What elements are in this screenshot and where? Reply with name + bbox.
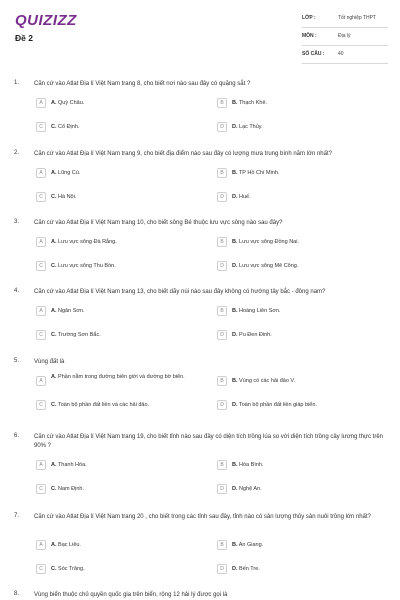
option-label <box>232 462 264 468</box>
option-letter-box[interactable]: A <box>36 237 46 247</box>
answer-option-a[interactable] <box>36 374 201 390</box>
option-prefix: C. <box>51 194 57 200</box>
option-text: Nghệ An. <box>239 486 262 492</box>
option-text: Lũng Cú. <box>58 170 81 176</box>
option-text: Lưu vực sông Thu Bồn. <box>58 263 116 269</box>
answer-option-a[interactable] <box>36 96 201 112</box>
option-label <box>232 486 262 492</box>
option-letter-box[interactable]: A <box>36 306 46 316</box>
question-number: 6. <box>14 433 20 439</box>
option-letter-box[interactable]: A <box>36 460 46 470</box>
question-text: Căn cứ vào Atlat Địa lí Việt Nam trang 8, cho biết nơi nào sau đây có quặng sắt ? <box>34 81 251 87</box>
option-letter-box[interactable]: D <box>217 192 227 202</box>
option-label <box>232 542 263 548</box>
option-text: Nam Định. <box>58 486 85 492</box>
option-prefix: C. <box>51 332 57 338</box>
option-prefix: A. <box>51 462 57 468</box>
option-text: Phần nằm trong đường biên giới và đường bờ biển. <box>58 374 185 380</box>
option-letter-box[interactable]: B <box>217 540 227 550</box>
option-label <box>51 170 80 176</box>
option-prefix: B. <box>232 378 238 384</box>
option-text: TP Hồ Chí Minh. <box>238 170 280 176</box>
option-letter-box[interactable]: B <box>217 237 227 247</box>
option-prefix: A. <box>51 308 57 314</box>
option-text: Lưu vực sông Mê Công. <box>239 263 299 269</box>
option-letter-box[interactable]: D <box>217 400 227 410</box>
question-text: Vùng đất là <box>34 359 65 365</box>
answer-option-c[interactable] <box>36 190 201 206</box>
answer-option-c[interactable] <box>36 482 201 498</box>
option-label <box>51 263 116 269</box>
option-prefix: A. <box>51 542 57 548</box>
option-label <box>232 124 263 130</box>
option-label <box>51 332 101 338</box>
meta-key: MÔN : <box>302 33 317 39</box>
document-title: Đề 2 <box>15 33 33 43</box>
answer-option-d[interactable] <box>217 190 382 206</box>
answer-option-b[interactable] <box>217 235 382 251</box>
meta-value: Địa lý <box>338 33 351 39</box>
option-text: Bến Tre. <box>239 566 260 572</box>
option-prefix: D. <box>232 566 238 572</box>
answer-option-a[interactable] <box>36 235 201 251</box>
meta-row-class <box>302 10 388 28</box>
answer-option-d[interactable] <box>217 482 382 498</box>
answer-option-d[interactable] <box>217 328 382 344</box>
option-prefix: B. <box>232 170 238 176</box>
answer-option-b[interactable] <box>217 374 382 390</box>
option-letter-box[interactable]: C <box>36 192 46 202</box>
option-label <box>232 402 317 408</box>
answer-option-b[interactable] <box>217 458 382 474</box>
option-label <box>232 308 281 314</box>
option-text: Vùng có các hải đảo V. <box>239 378 296 384</box>
option-label <box>51 402 149 408</box>
option-label <box>51 239 117 245</box>
meta-value: Tốt nghiệp THPT <box>338 15 376 21</box>
option-label <box>51 194 76 200</box>
answer-option-d[interactable] <box>217 562 382 578</box>
question-text: Căn cứ vào Atlat Địa lí Việt Nam trang 10, cho biết sông Bé thuộc lưu vực sông nào sau đây? <box>34 220 283 226</box>
question-number: 8. <box>14 591 20 597</box>
question-number: 5. <box>14 358 20 364</box>
option-prefix: D. <box>232 194 238 200</box>
option-text: Lạc Thủy. <box>239 124 263 130</box>
meta-row-count <box>302 46 388 64</box>
option-text: Pu Đen Đinh. <box>239 332 272 338</box>
option-prefix: D. <box>232 402 238 408</box>
option-text: Trường Sơn Bắc. <box>57 332 101 338</box>
answer-option-d[interactable] <box>217 120 382 136</box>
question-number: 1. <box>14 80 20 86</box>
question-text: Căn cứ vào Atlat Địa lí Việt Nam trang 13, cho biết dãy núi nào sau đây không có hướng tây bắc - đông nam? <box>34 289 326 295</box>
option-prefix: D. <box>232 486 238 492</box>
option-letter-box[interactable]: A <box>36 168 46 178</box>
meta-info <box>302 10 388 64</box>
option-text: Lưu vực sông Đà Rằng. <box>58 239 117 245</box>
option-prefix: C. <box>51 486 57 492</box>
option-label <box>232 263 298 269</box>
option-text: An Giang. <box>238 542 264 548</box>
option-label <box>232 100 267 106</box>
option-prefix: B. <box>232 462 238 468</box>
option-text: Huế. <box>239 194 251 200</box>
answer-option-c[interactable] <box>36 328 201 344</box>
option-text: Toàn bộ phần đất liền và các hải đảo. <box>57 402 150 408</box>
option-letter-box[interactable]: B <box>217 460 227 470</box>
answer-option-b[interactable] <box>217 96 382 112</box>
option-letter-box[interactable]: C <box>36 330 46 340</box>
option-prefix: A. <box>51 239 57 245</box>
option-prefix: C. <box>51 566 57 572</box>
question-text: Căn cứ vào Atlat Địa lí Việt Nam trang 20 , cho biết trong các tỉnh sau đây, tỉnh nào có sản lượng thủy sản nuôi trồng lớn nhất? <box>34 514 371 520</box>
option-prefix: C. <box>51 263 57 269</box>
answer-option-a[interactable] <box>36 304 201 320</box>
option-letter-box[interactable]: A <box>36 540 46 550</box>
answer-option-c[interactable] <box>36 120 201 136</box>
option-label <box>51 100 84 106</box>
option-letter-box[interactable]: C <box>36 261 46 271</box>
option-text: Sóc Trăng. <box>58 566 85 572</box>
option-text: Thạch Khê. <box>238 100 268 106</box>
question-text: Căn cứ vào Atlat Địa lí Việt Nam trang 9, cho biết địa điểm nào sau đây có lượng mưa trung bình năm lớn nhất? <box>34 151 332 157</box>
question-number: 4. <box>14 288 20 294</box>
quizizz-logo: QUIZIZZ <box>15 12 77 29</box>
answer-option-d[interactable] <box>217 398 382 414</box>
option-label <box>232 194 251 200</box>
option-text: Hà Nội. <box>58 194 77 200</box>
answer-option-d[interactable] <box>217 259 382 275</box>
option-letter-box[interactable]: B <box>217 376 227 386</box>
option-letter-box[interactable]: C <box>36 484 46 494</box>
option-prefix: D. <box>232 124 238 130</box>
option-letter-box[interactable]: D <box>217 564 227 574</box>
option-letter-box[interactable]: D <box>217 484 227 494</box>
option-text: Hòa Bình. <box>239 462 264 468</box>
option-label <box>232 170 280 176</box>
option-text: Cổ Định. <box>58 124 80 130</box>
meta-value: 40 <box>338 51 344 57</box>
option-text: Ngân Sơn. <box>58 308 85 314</box>
option-text: Bạc Liêu. <box>58 542 81 548</box>
answer-option-c[interactable] <box>36 562 201 578</box>
option-prefix: B. <box>232 542 238 548</box>
option-prefix: A. <box>51 170 57 176</box>
meta-key: LỚP : <box>302 15 316 21</box>
option-label <box>51 462 87 468</box>
option-letter-box[interactable]: C <box>36 122 46 132</box>
option-label <box>51 566 85 572</box>
question-text: Vùng biển thuộc chủ quyền quốc gia trên biển, rộng 12 hải lý được gọi là <box>34 592 228 598</box>
option-label <box>232 566 260 572</box>
option-prefix: D. <box>232 332 238 338</box>
option-letter-box[interactable]: A <box>36 376 46 386</box>
option-letter-box[interactable]: B <box>217 98 227 108</box>
option-text: Quỳ Châu. <box>58 100 85 106</box>
answer-option-a[interactable] <box>36 166 201 182</box>
meta-row-subject <box>302 28 388 46</box>
option-label <box>51 374 201 382</box>
option-letter-box[interactable]: D <box>217 261 227 271</box>
option-letter-box[interactable]: B <box>217 168 227 178</box>
option-prefix: A. <box>51 100 57 106</box>
option-text: Toàn bộ phần đất liền giáp biển. <box>238 402 317 408</box>
question-number: 3. <box>14 219 20 225</box>
option-letter-box[interactable]: C <box>36 564 46 574</box>
option-label <box>51 308 85 314</box>
option-prefix: C. <box>51 124 57 130</box>
option-label <box>51 542 81 548</box>
option-letter-box[interactable]: C <box>36 400 46 410</box>
question-text: Căn cứ vào Atlat Địa lí Việt Nam trang 19, cho biết tỉnh nào sau đây có diện tích trồng lúa so với diện tích trồng cây lương thực trên 90% ? <box>34 434 383 449</box>
option-label <box>232 239 299 245</box>
option-label <box>232 332 272 338</box>
option-letter-box[interactable]: D <box>217 330 227 340</box>
option-letter-box[interactable]: A <box>36 98 46 108</box>
answer-option-b[interactable] <box>217 304 382 320</box>
answer-option-a[interactable] <box>36 458 201 474</box>
answer-option-b[interactable] <box>217 538 382 554</box>
option-prefix: C. <box>51 402 57 408</box>
question-number: 7. <box>14 513 20 519</box>
option-prefix: B. <box>232 308 238 314</box>
answer-option-a[interactable] <box>36 538 201 554</box>
option-letter-box[interactable]: D <box>217 122 227 132</box>
answer-option-b[interactable] <box>217 166 382 182</box>
option-label <box>232 378 295 384</box>
meta-key: SỐ CÂU : <box>302 51 325 57</box>
option-prefix: A. <box>51 374 57 380</box>
option-prefix: B. <box>232 100 238 106</box>
option-letter-box[interactable]: B <box>217 306 227 316</box>
option-prefix: D. <box>232 263 238 269</box>
option-text: Hoàng Liên Sơn. <box>239 308 281 314</box>
option-prefix: B. <box>232 239 238 245</box>
answer-option-c[interactable] <box>36 259 201 275</box>
option-label <box>51 486 84 492</box>
option-label <box>51 124 79 130</box>
answer-option-c[interactable] <box>36 398 201 414</box>
worksheet-header <box>0 0 400 70</box>
option-text: Lưu vực sông Đồng Nai. <box>239 239 299 245</box>
question-number: 2. <box>14 150 20 156</box>
option-text: Thanh Hóa. <box>57 462 87 468</box>
